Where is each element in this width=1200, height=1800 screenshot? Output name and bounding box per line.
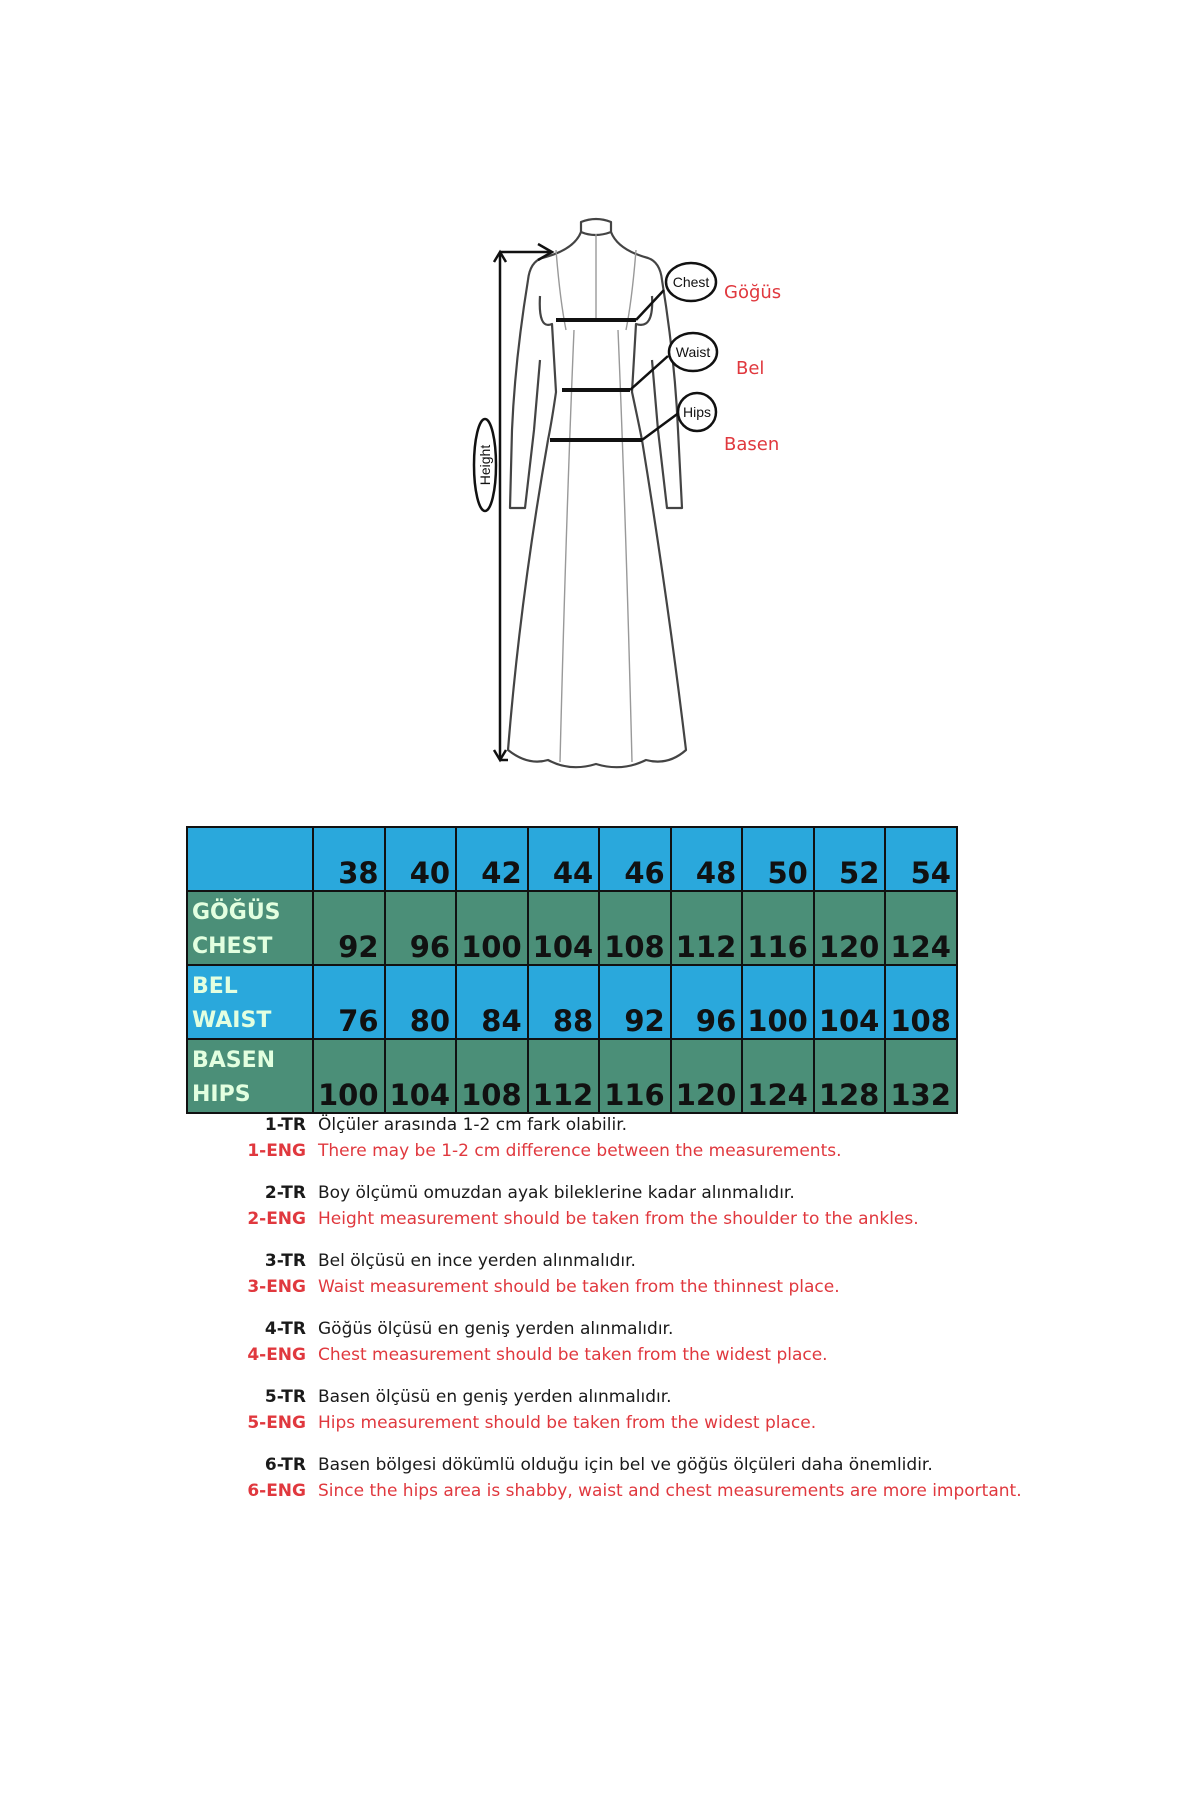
size-header-cell: 48 [671, 827, 743, 891]
note-text-tr: Basen ölçüsü en geniş yerden alınmalıdır. [318, 1387, 672, 1407]
note-item [222, 1112, 1122, 1164]
table-cell: 120 [671, 1039, 743, 1113]
table-cell: 100 [742, 965, 814, 1039]
row-label-en: WAIST [192, 1008, 272, 1033]
waist-tag [669, 333, 717, 371]
note-code-tr: 6-TR [264, 1455, 306, 1475]
chest-row-label [187, 891, 313, 965]
note-text-tr: Bel ölçüsü en ince yerden alınmalıdır. [318, 1251, 636, 1271]
table-cell: 92 [313, 891, 385, 965]
note-text-en: Hips measurement should be taken from the widest place. [318, 1413, 817, 1433]
dress-measurement-figure [0, 0, 1200, 800]
table-cell: 112 [528, 1039, 600, 1113]
note-code-tr: 3-TR [264, 1251, 306, 1271]
hips-label-tr: Basen [724, 434, 780, 455]
size-header-cell: 52 [814, 827, 886, 891]
table-cell: 112 [671, 891, 743, 965]
size-header-cell: 50 [742, 827, 814, 891]
table-cell: 108 [885, 965, 957, 1039]
hips-row [187, 1039, 957, 1113]
table-cell: 100 [313, 1039, 385, 1113]
table-cell: 104 [528, 891, 600, 965]
note-text-en: There may be 1-2 cm difference between the measurements. [318, 1141, 842, 1161]
row-label-en: CHEST [192, 934, 273, 959]
hips-tag [678, 393, 716, 431]
size-chart-table [186, 826, 958, 1114]
svg-text:Chest: Chest [672, 274, 710, 290]
note-item [222, 1384, 1122, 1436]
table-cell: 84 [456, 965, 528, 1039]
svg-text:Height: Height [477, 444, 493, 486]
note-text-en: Since the hips area is shabby, waist and chest measurements are more important. [318, 1481, 1022, 1501]
size-header-cell: 44 [528, 827, 600, 891]
note-code-en: 6-ENG [247, 1481, 306, 1501]
table-cell: 100 [456, 891, 528, 965]
table-corner-cell [187, 827, 313, 891]
table-cell: 76 [313, 965, 385, 1039]
note-item [222, 1180, 1122, 1232]
table-cell: 104 [814, 965, 886, 1039]
dress-outline [508, 219, 686, 767]
note-text-tr: Göğüs ölçüsü en geniş yerden alınmalıdır. [318, 1319, 674, 1339]
waist-row-label [187, 965, 313, 1039]
size-header-cell: 42 [456, 827, 528, 891]
note-code-en: 3-ENG [247, 1277, 306, 1297]
note-text-tr: Basen bölgesi dökümlü olduğu için bel ve göğüs ölçüleri daha önemlidir. [318, 1455, 933, 1475]
table-cell: 116 [599, 1039, 671, 1113]
note-code-en: 1-ENG [247, 1141, 306, 1161]
table-cell: 96 [671, 965, 743, 1039]
chest-label-tr: Göğüs [724, 282, 782, 303]
note-text-tr: Ölçüler arasında 1-2 cm fark olabilir. [318, 1115, 628, 1135]
size-header-cell: 40 [385, 827, 457, 891]
note-code-en: 5-ENG [247, 1413, 306, 1433]
table-cell: 80 [385, 965, 457, 1039]
table-cell: 132 [885, 1039, 957, 1113]
hips-row-label [187, 1039, 313, 1113]
note-code-en: 2-ENG [247, 1209, 306, 1229]
table-cell: 128 [814, 1039, 886, 1113]
note-text-en: Waist measurement should be taken from the thinnest place. [318, 1277, 840, 1297]
note-text-tr: Boy ölçümü omuzdan ayak bileklerine kadar alınmalıdır. [318, 1183, 795, 1203]
note-item [222, 1248, 1122, 1300]
note-code-en: 4-ENG [247, 1345, 306, 1365]
table-cell: 104 [385, 1039, 457, 1113]
table-cell: 124 [742, 1039, 814, 1113]
table-cell: 116 [742, 891, 814, 965]
chest-row [187, 891, 957, 965]
table-cell: 120 [814, 891, 886, 965]
size-header-row [187, 827, 957, 891]
row-label-tr: BASEN [192, 1048, 276, 1073]
note-code-tr: 1-TR [264, 1115, 306, 1135]
table-cell: 96 [385, 891, 457, 965]
table-cell: 92 [599, 965, 671, 1039]
measurement-notes [222, 1112, 1122, 1520]
note-code-tr: 4-TR [264, 1319, 306, 1339]
table-cell: 108 [456, 1039, 528, 1113]
measurement-lines [550, 320, 642, 440]
chest-tag [666, 263, 716, 301]
waist-row [187, 965, 957, 1039]
note-item [222, 1452, 1122, 1504]
svg-text:Waist: Waist [675, 344, 711, 360]
height-tag [474, 419, 496, 511]
note-item [222, 1316, 1122, 1368]
note-text-en: Height measurement should be taken from the shoulder to the ankles. [318, 1209, 919, 1229]
note-text-en: Chest measurement should be taken from the widest place. [318, 1345, 828, 1365]
table-cell: 88 [528, 965, 600, 1039]
row-label-tr: GÖĞÜS [192, 900, 281, 925]
svg-text:Hips: Hips [682, 404, 712, 420]
row-label-tr: BEL [192, 974, 238, 999]
waist-label-tr: Bel [736, 358, 765, 379]
note-code-tr: 5-TR [264, 1387, 306, 1407]
size-header-cell: 38 [313, 827, 385, 891]
table-cell: 124 [885, 891, 957, 965]
row-label-en: HIPS [192, 1082, 251, 1107]
table-cell: 108 [599, 891, 671, 965]
size-header-cell: 54 [885, 827, 957, 891]
note-code-tr: 2-TR [264, 1183, 306, 1203]
size-header-cell: 46 [599, 827, 671, 891]
